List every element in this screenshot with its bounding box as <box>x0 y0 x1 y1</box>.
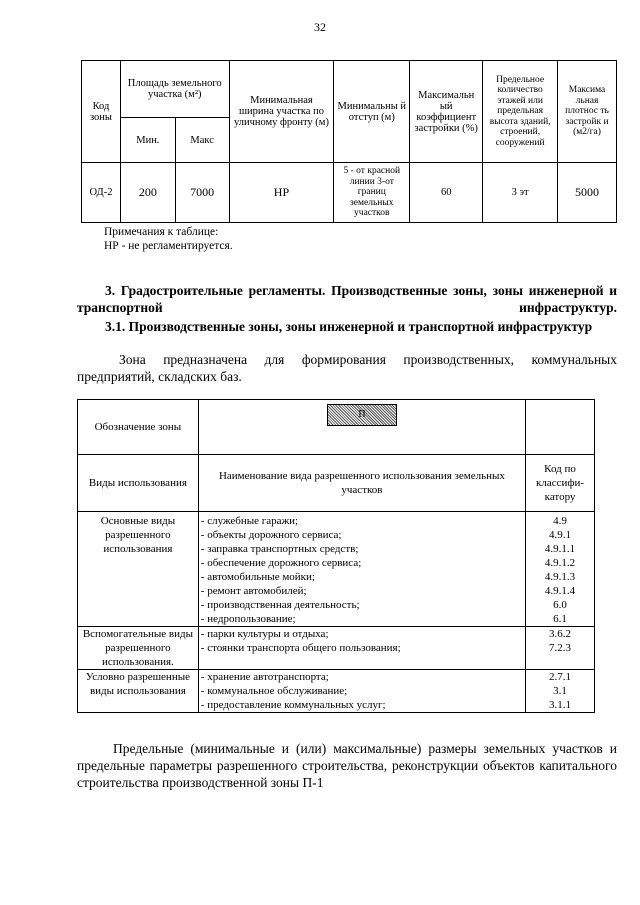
header-min: Мин. <box>120 118 175 163</box>
zone-code-badge: П <box>327 404 397 426</box>
classifier-code: 3.1.1 <box>549 699 572 711</box>
list-item: - парки культуры и отдыха; <box>201 627 523 641</box>
notes-text: НР - не регламентируется. <box>104 240 233 252</box>
cell-max: 7000 <box>175 163 229 223</box>
table-notes <box>104 225 233 253</box>
permitted-use-table <box>77 399 595 713</box>
cell-width: НР <box>229 163 334 223</box>
notes-title: Примечания к таблице: <box>104 226 219 238</box>
limits-paragraph: Предельные (минимальные и (или) максимальные) размеры земельных участков и предельные параметры разрешенного строительства, реконструкции объектов капитального строительства производственной зоны П-1 <box>77 741 617 790</box>
cell-code: ОД-2 <box>82 163 121 223</box>
header-density: Максима льная плотнос ть застройк и (м2/га) <box>558 61 617 163</box>
list-item: - обеспечение дорожного сервиса; <box>201 556 523 570</box>
header-coef: Максимальн ый коэффициент застройки (%) <box>410 61 483 163</box>
classifier-code: 4.9.1.3 <box>544 571 576 583</box>
header-width: Минимальная ширина участка по уличному фронту (м) <box>229 61 334 163</box>
header-classifier-code: Код по классифи-катору <box>526 455 595 512</box>
page-number: 32 <box>314 20 326 34</box>
classifier-code: 4.9 <box>553 515 567 527</box>
group-label: Вспомогательные виды разрешенного использования. <box>78 627 199 670</box>
list-item: - хранение автотранспорта; <box>201 670 523 684</box>
group-label: Основные виды разрешенного использования <box>78 512 199 627</box>
header-floors: Предельное количество этажей или предельная высота зданий, строений, сооружений <box>483 61 558 163</box>
list-item: - предоставление коммунальных услуг; <box>201 698 523 712</box>
list-item: - недропользование; <box>201 612 523 626</box>
cell-coef: 60 <box>410 163 483 223</box>
cell-density: 5000 <box>558 163 617 223</box>
classifier-code: 3.6.2 <box>549 628 572 640</box>
table-row <box>82 163 617 223</box>
classifier-code: 2.7.1 <box>549 671 572 683</box>
header-types: Виды использования <box>78 455 199 512</box>
header-name: Наименование вида разрешенного использования земельных участков <box>198 455 525 512</box>
cell-min: 200 <box>120 163 175 223</box>
classifier-code: 4.9.1.2 <box>544 557 576 569</box>
list-item: - коммунальное обслуживание; <box>201 684 523 698</box>
header-max: Макс <box>175 118 229 163</box>
header-code: Код зоны <box>82 61 121 163</box>
classifier-code: 4.9.1 <box>549 529 572 541</box>
table-row <box>78 512 595 627</box>
classifier-code: 3.1 <box>553 685 567 697</box>
cell-setback: 5 - от красной линии 3-от границ земельных участков <box>334 163 410 223</box>
table-row <box>78 670 595 713</box>
zone-parameters-table <box>81 60 617 223</box>
list-item: - заправка транспортных средств; <box>201 542 523 556</box>
classifier-code: 4.9.1.4 <box>544 585 576 597</box>
zone-label: Обозначение зоны <box>78 400 199 455</box>
classifier-code: 6.1 <box>553 613 567 625</box>
classifier-code: 4.9.1.1 <box>544 543 576 555</box>
list-item: - производственная деятельность; <box>201 598 523 612</box>
classifier-code: 6.0 <box>553 599 567 611</box>
classifier-code: 7.2.3 <box>549 642 572 654</box>
list-item: - служебные гаражи; <box>201 514 523 528</box>
header-area: Площадь земельного участка (м²) <box>120 61 229 118</box>
list-item: - объекты дорожного сервиса; <box>201 528 523 542</box>
list-item: - автомобильные мойки; <box>201 570 523 584</box>
zone-description: Зона предназначена для формирования производственных, коммунальных предприятий, складских баз. <box>77 352 617 384</box>
section-subheading: 3.1. Производственные зоны, зоны инженерной и транспортной инфраструктур <box>105 319 593 334</box>
header-setback: Минимальны й отступ (м) <box>334 61 410 163</box>
list-item: - стоянки транспорта общего пользования; <box>201 641 523 655</box>
group-label: Условно разрешенные виды использования <box>78 670 199 713</box>
table-row <box>78 627 595 670</box>
list-item: - ремонт автомобилей; <box>201 584 523 598</box>
cell-floors: 3 эт <box>483 163 558 223</box>
section-heading: 3. Градостроительные регламенты. Производственные зоны, зоны инженерной и транспортной инфраструктур. <box>77 283 617 315</box>
